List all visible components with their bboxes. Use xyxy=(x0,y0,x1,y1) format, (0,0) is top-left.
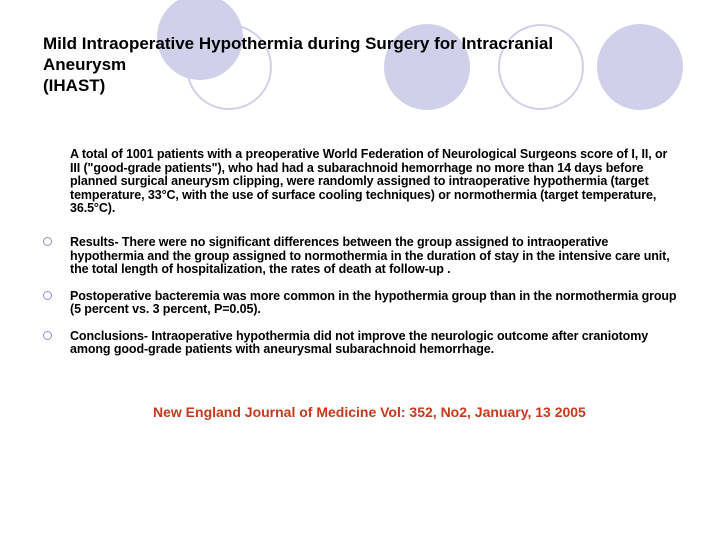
bullet-text: Postoperative bacteremia was more common in the hypothermia group than in the normothermia group (5 percent vs. 3 percent, P=0.05). xyxy=(70,288,677,316)
intro-paragraph: A total of 1001 patients with a preoperative World Federation of Neurological Surgeons score of I, II, or III ("good-grade patients"), who had had a subarachnoid hemorrhage no more than 14 days before planned surgical aneurysm clipping, were randomly assigned to intraoperative hypothermia (target temperature, 33°C, with the use of surface cooling techniques) or normothermia (target temperature, 36.5°C). xyxy=(70,147,668,215)
bullet-icon xyxy=(43,291,52,300)
slide-title-line: Mild Intraoperative Hypothermia during Surgery for Intracranial xyxy=(43,34,554,53)
slide-title-line: Aneurysm xyxy=(43,55,127,74)
bullet-text: Conclusions- Intraoperative hypothermia did not improve the neurologic outcome after craniotomy among good-grade patients with aneurysmal subarachnoid hemorrhage. xyxy=(70,328,649,356)
slide-title-line: (IHAST) xyxy=(43,76,106,95)
bullet-bacteremia xyxy=(43,290,683,317)
bullet-text: Results- There were no significant differences between the group assigned to intraoperative hypothermia and the group assigned to normothermia in the duration of stay in the intensive care unit, the total length of hospitalization, the rates of death at follow-up . xyxy=(70,235,670,276)
bullet-list xyxy=(43,236,683,370)
bullet-icon xyxy=(43,237,52,246)
bullet-results xyxy=(43,236,683,277)
journal-citation: New England Journal of Medicine Vol: 352, No2, January, 13 2005 xyxy=(153,404,586,420)
bullet-conclusions xyxy=(43,330,683,357)
bullet-icon xyxy=(43,331,52,340)
slide-title xyxy=(43,33,683,96)
